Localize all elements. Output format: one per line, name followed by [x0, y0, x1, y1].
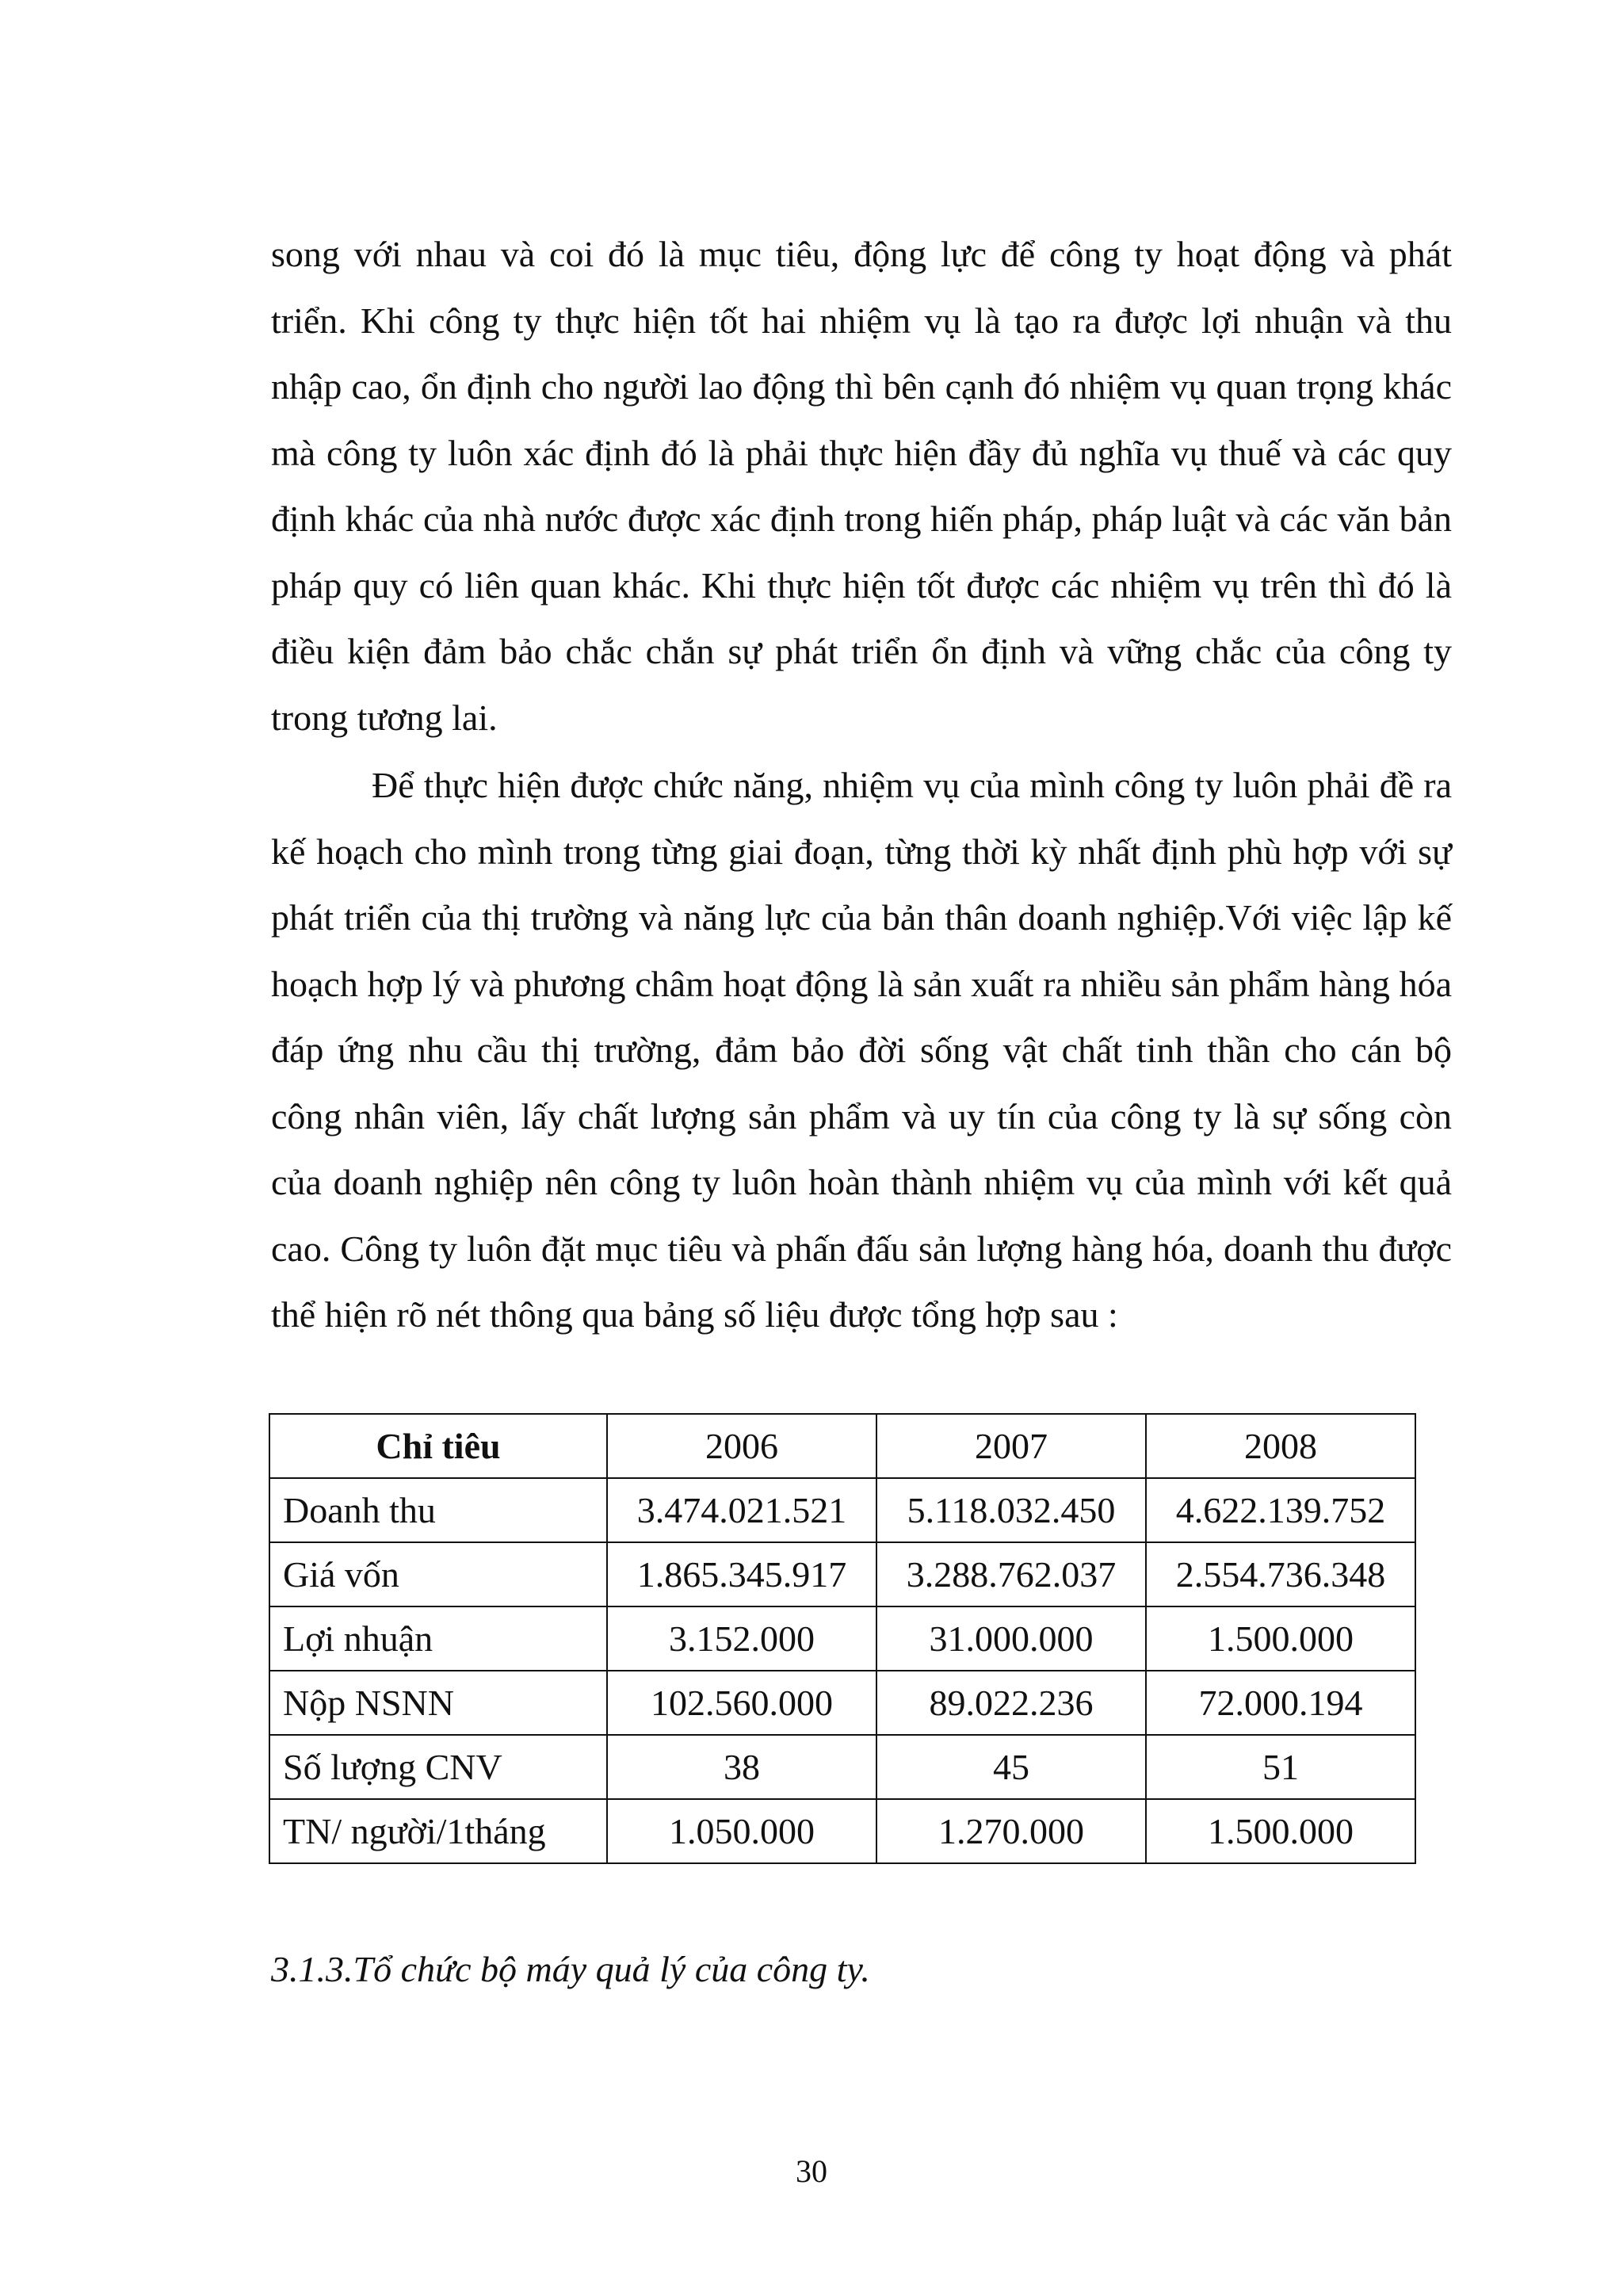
table-header-indicator: Chỉ tiêu [269, 1414, 607, 1478]
table-cell: 1.865.345.917 [607, 1542, 876, 1606]
table-row [269, 1799, 1415, 1863]
table-cell: 102.560.000 [607, 1671, 876, 1735]
table-cell: 3.288.762.037 [876, 1542, 1146, 1606]
table-row [269, 1606, 1415, 1671]
table-cell: 51 [1146, 1735, 1415, 1799]
body-paragraph-1: song với nhau và coi đó là mục tiêu, động lực để công ty hoạt động và phát triển. Khi công ty thực hiện tốt hai nhiệm vụ là tạo ra được lợi nhuận và thu nhập cao, ổn định cho người lao động thì bên cạnh đó nhiệm vụ quan trọng khác mà công ty luôn xác định đó là phải thực hiện đầy đủ nghĩa vụ thuế và các quy định khác của nhà nước được xác định trong hiến pháp, pháp luật và các văn bản pháp quy có liên quan khác. Khi thực hiện tốt được các nhiệm vụ trên thì đó là điều kiện đảm bảo chắc chắn sự phát triển ổn định và vững chắc của công ty trong tương lai. [271, 234, 1452, 738]
body-paragraph-2: Để thực hiện được chức năng, nhiệm vụ của mình công ty luôn phải đề ra kế hoạch cho mình trong từng giai đoạn, từng thời kỳ nhất định phù hợp với sự phát triển của thị trường và năng lực của bản thân doanh nghiệp.Với việc lập kế hoạch hợp lý và phương châm hoạt động là sản xuất ra nhiều sản phẩm hàng hóa đáp ứng nhu cầu thị trường, đảm bảo đời sống vật chất tinh thần cho cán bộ công nhân viên, lấy chất lượng sản phẩm và uy tín của công ty là sự sống còn của doanh nghiệp nên công ty luôn hoàn thành nhiệm vụ của mình với kết quả cao. Công ty luôn đặt mục tiêu và phấn đấu sản lượng hàng hóa, doanh thu được thể hiện rõ nét thông qua bảng số liệu được tổng hợp sau : [271, 765, 1452, 1335]
table-cell: 3.474.021.521 [607, 1478, 876, 1542]
table-row [269, 1735, 1415, 1799]
table-cell: 1.050.000 [607, 1799, 876, 1863]
row-label: Nộp NSNN [269, 1671, 607, 1735]
table-cell: 3.152.000 [607, 1606, 876, 1671]
table-cell: 31.000.000 [876, 1606, 1146, 1671]
table-cell: 38 [607, 1735, 876, 1799]
section-heading: 3.1.3.Tổ chức bộ máy quả lý của công ty. [271, 1949, 870, 1989]
financial-summary-table [269, 1413, 1416, 1864]
row-label: TN/ người/1tháng [269, 1799, 607, 1863]
row-label: Lợi nhuận [269, 1606, 607, 1671]
table-cell: 72.000.194 [1146, 1671, 1415, 1735]
table-cell: 2.554.736.348 [1146, 1542, 1415, 1606]
table-cell: 5.118.032.450 [876, 1478, 1146, 1542]
table-cell: 1.500.000 [1146, 1606, 1415, 1671]
page-number: 30 [796, 2153, 827, 2189]
table-header-year: 2006 [607, 1414, 876, 1478]
table-cell: 89.022.236 [876, 1671, 1146, 1735]
row-label: Doanh thu [269, 1478, 607, 1542]
table-row [269, 1671, 1415, 1735]
table-header-year: 2007 [876, 1414, 1146, 1478]
table-cell: 1.270.000 [876, 1799, 1146, 1863]
table-header-row [269, 1414, 1415, 1478]
table-row [269, 1542, 1415, 1606]
table-row [269, 1478, 1415, 1542]
table-cell: 4.622.139.752 [1146, 1478, 1415, 1542]
table-cell: 45 [876, 1735, 1146, 1799]
table-cell: 1.500.000 [1146, 1799, 1415, 1863]
table-header-year: 2008 [1146, 1414, 1415, 1478]
row-label: Giá vốn [269, 1542, 607, 1606]
row-label: Số lượng CNV [269, 1735, 607, 1799]
